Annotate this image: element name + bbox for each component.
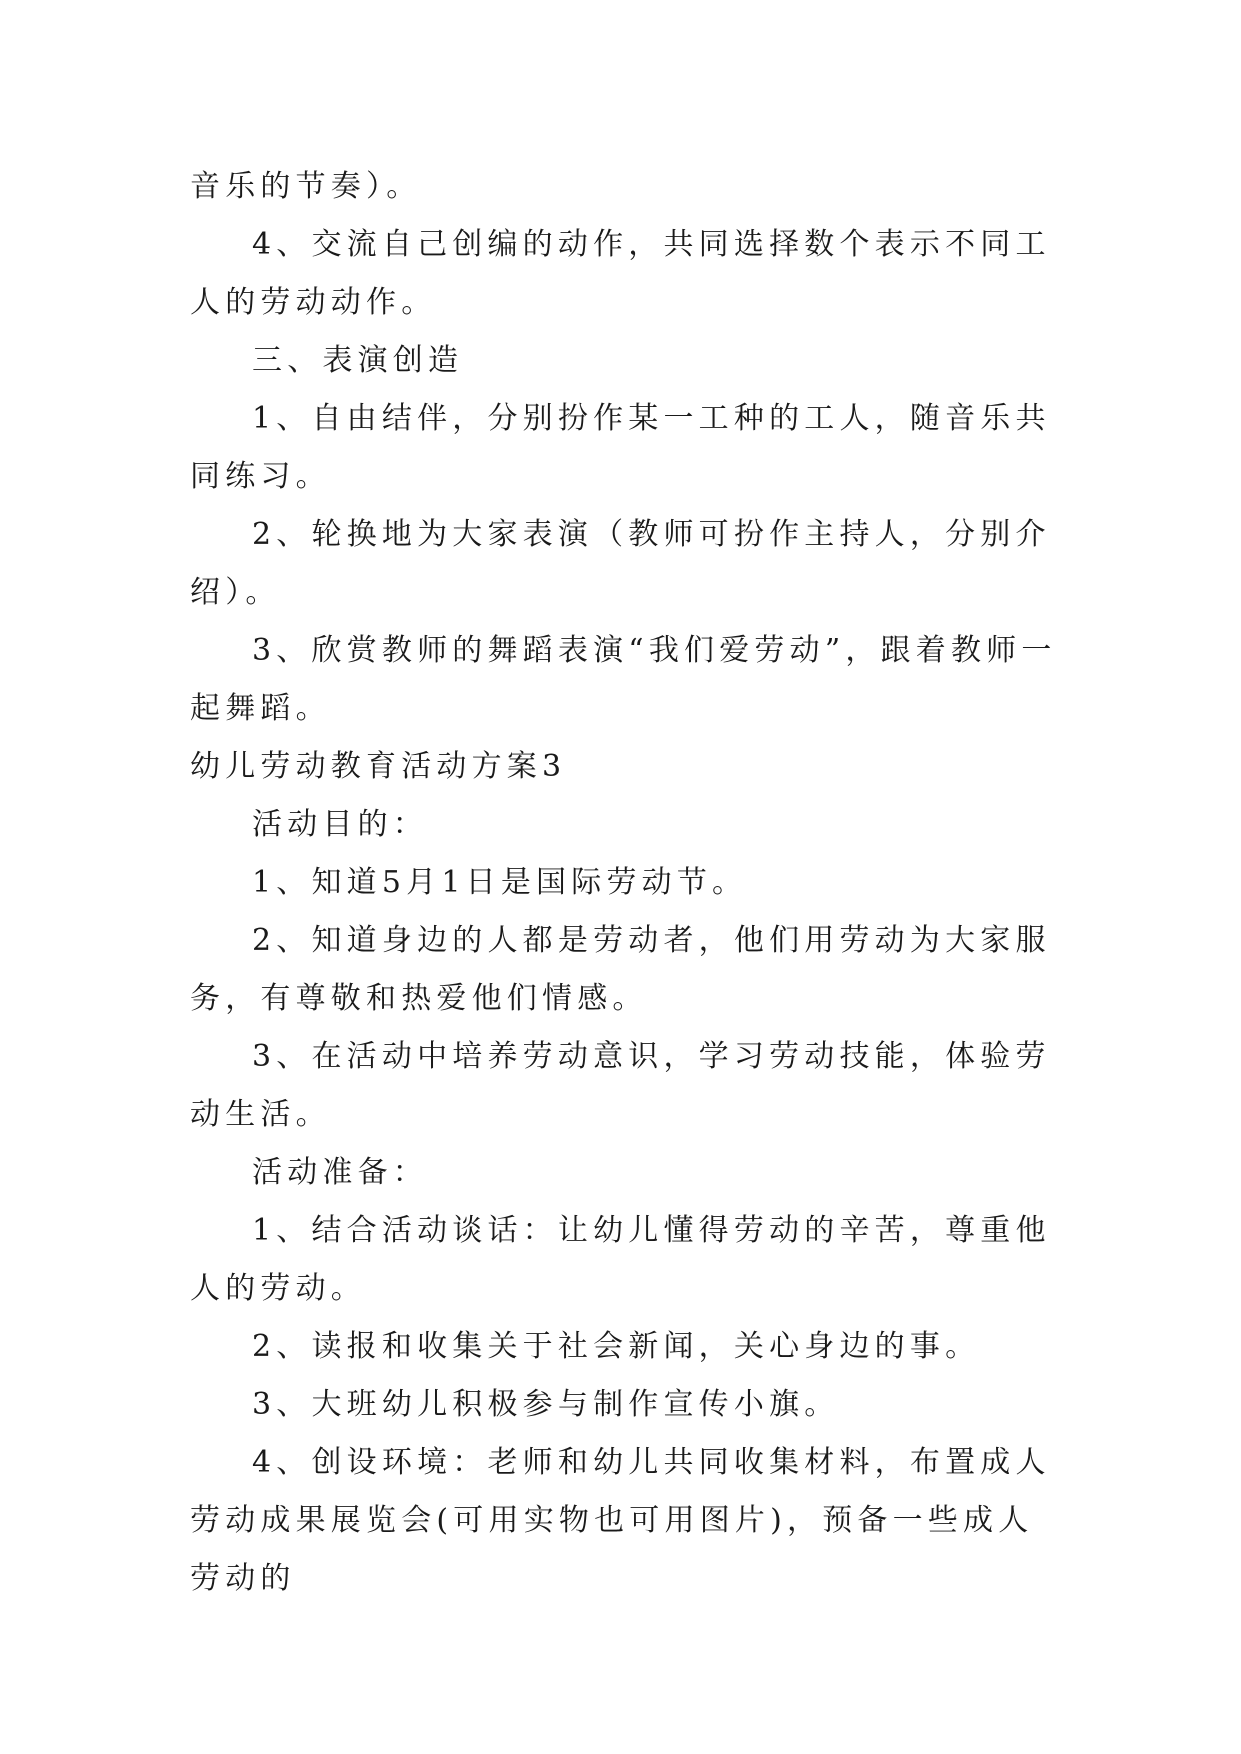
paragraph: 3、大班幼儿积极参与制作宣传小旗。	[252, 1387, 840, 1422]
paragraph: 3、在活动中培养劳动意识，学习劳动技能，体验劳动生活。	[190, 1039, 1051, 1132]
paragraph: 4、创设环境：老师和幼儿共同收集材料，布置成人劳动成果展览会(可用实物也可用图片)，预备一些成人劳动的	[190, 1445, 1051, 1596]
paragraph: 4、交流自己创编的动作，共同选择数个表示不同工人的劳动动作。	[190, 227, 1051, 320]
paragraph: 音乐的节奏）。	[190, 169, 422, 204]
document-body	[190, 158, 1060, 1608]
paragraph: 1、知道5月1日是国际劳动节。	[252, 865, 748, 900]
paragraph: 1、结合活动谈话：让幼儿懂得劳动的辛苦，尊重他人的劳动。	[190, 1213, 1051, 1306]
document-title: 幼儿劳动教育活动方案3	[190, 749, 567, 784]
section-heading: 活动准备：	[252, 1155, 428, 1190]
paragraph: 2、读报和收集关于社会新闻，关心身边的事。	[252, 1329, 981, 1364]
paragraph: 3、欣赏教师的舞蹈表演“我们爱劳动”，跟着教师一起舞蹈。	[190, 633, 1057, 726]
paragraph: 2、轮换地为大家表演（教师可扮作主持人，分别介绍）。	[190, 517, 1051, 610]
section-heading: 活动目的：	[252, 807, 428, 842]
paragraph: 2、知道身边的人都是劳动者，他们用劳动为大家服务，有尊敬和热爱他们情感。	[190, 923, 1051, 1016]
paragraph: 1、自由结伴，分别扮作某一工种的工人，随音乐共同练习。	[190, 401, 1051, 494]
section-heading: 三、表演创造	[252, 343, 464, 378]
